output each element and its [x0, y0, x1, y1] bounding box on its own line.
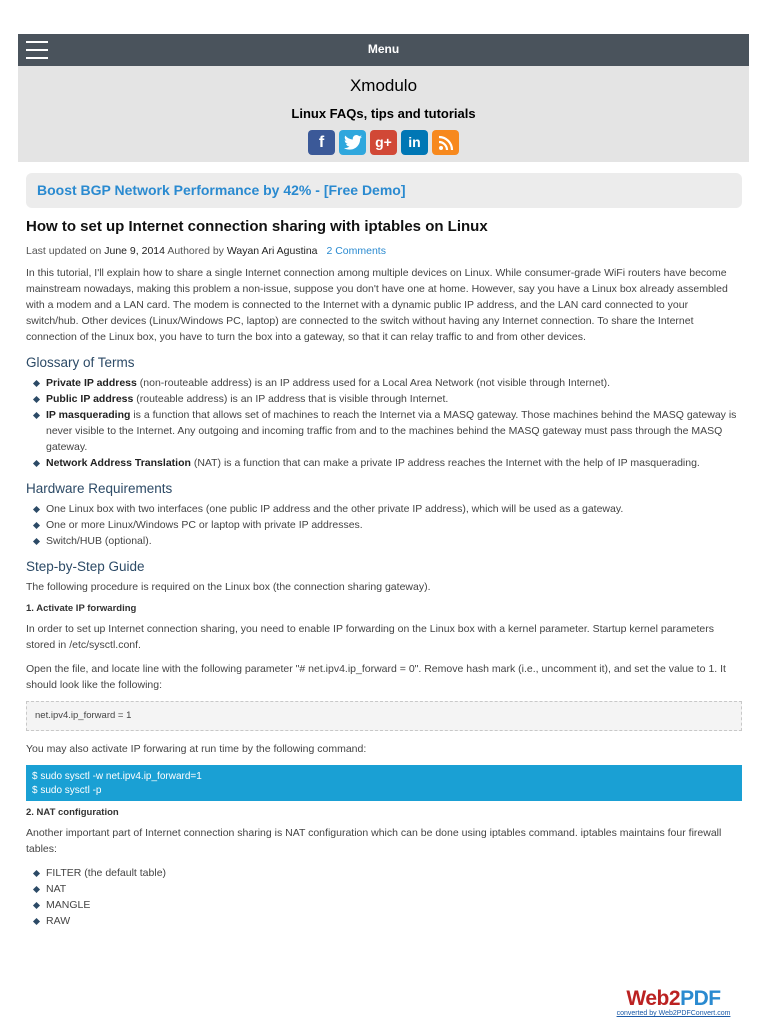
- linkedin-icon[interactable]: in: [401, 130, 428, 155]
- step1-paragraph: In order to set up Internet connection sharing, you need to enable IP forwarding on the Linux box with a kernel parameter. Startup kernel parameters stored in /etc/sysctl.conf.: [26, 623, 714, 651]
- step2-heading: 2. NAT configuration: [26, 807, 119, 818]
- web2pdf-link[interactable]: converted by Web2PDFConvert.com: [616, 1010, 731, 1017]
- meta-authored-by: Authored by: [167, 245, 224, 257]
- step2-paragraph: Another important part of Internet connection sharing is NAT configuration which can be done using iptables command. iptables maintains four firewall tables:: [26, 827, 722, 855]
- google-plus-icon[interactable]: g+: [370, 130, 397, 155]
- meta-date: June 9, 2014: [104, 245, 165, 257]
- guide-heading: Step-by-Step Guide: [26, 559, 145, 574]
- list-item: MANGLE: [46, 897, 742, 913]
- command-block: [26, 765, 742, 801]
- list-item: Network Address Translation (NAT) is a function that can make a private IP address reaches the Internet with the help of IP masquerading.: [46, 455, 742, 471]
- list-item: NAT: [46, 881, 742, 897]
- site-title[interactable]: Xmodulo: [349, 76, 418, 95]
- twitter-icon[interactable]: [339, 130, 366, 155]
- facebook-icon[interactable]: f: [308, 130, 335, 155]
- step1-heading: 1. Activate IP forwarding: [26, 603, 137, 614]
- menu-label[interactable]: Menu: [367, 42, 400, 56]
- web2pdf-badge[interactable]: [605, 988, 742, 1021]
- code-block: net.ipv4.ip_forward = 1: [26, 701, 742, 731]
- list-item: One Linux box with two interfaces (one public IP address and the other private IP address), which will be used as a gateway.: [46, 501, 742, 517]
- promo-banner-link[interactable]: Boost BGP Network Performance by 42% - [Free Demo]: [26, 173, 742, 208]
- list-item: FILTER (the default table): [46, 865, 742, 881]
- site-header: [18, 66, 749, 162]
- social-links: [18, 130, 749, 155]
- web2pdf-logo: Web2PDF: [626, 987, 721, 1010]
- meta-prefix: Last updated on: [26, 245, 102, 257]
- glossary-list: [26, 375, 742, 471]
- meta-author-link[interactable]: Wayan Ari Agustina: [226, 245, 318, 257]
- list-item: IP masquerading is a function that allows set of machines to reach the Internet via a MASQ gateway. Those machines behind the MASQ gateway is never visible to the Internet. Any outgoing and incoming traffic from and to the machines behind the MASQ gateway must pass through the MASQ gateway.: [46, 407, 742, 455]
- article-title: How to set up Internet connection sharing with iptables on Linux: [26, 218, 488, 235]
- glossary-heading: Glossary of Terms: [26, 355, 135, 370]
- list-item: One or more Linux/Windows PC or laptop with private IP addresses.: [46, 517, 742, 533]
- article-meta: [26, 245, 742, 257]
- rss-icon[interactable]: [432, 130, 459, 155]
- list-item: Public IP address (routeable address) is an IP address that is visible through Internet.: [46, 391, 742, 407]
- hardware-list: [26, 501, 742, 549]
- command-line: $ sudo sysctl -w net.ipv4.ip_forward=1: [32, 771, 202, 782]
- command-line: $ sudo sysctl -p: [32, 785, 102, 796]
- top-menu-bar[interactable]: [18, 34, 749, 66]
- hardware-heading: Hardware Requirements: [26, 481, 173, 496]
- guide-intro: The following procedure is required on the Linux box (the connection sharing gateway).: [26, 581, 431, 593]
- intro-paragraph: In this tutorial, I'll explain how to share a single Internet connection among multiple devices on Linux. While consumer-grade WiFi routers have become mainstream nowadays, making this problem a non-issue, suppose you don't have one at home. However, say you have a Linux box already assembled with a modem and a LAN card. The modem is connected to the Internet with a dynamic public IP address, and the LAN card connected to your switch/hub. Other devices (Linux/Windows PC, laptop) are connected to the switch without having any Internet connection. To share the Internet connection of the Linux box, you have to turn the box into a gateway, so that it can relay traffic to and from other devices.: [26, 267, 728, 343]
- tables-list: [26, 865, 742, 929]
- list-item: RAW: [46, 913, 742, 929]
- list-item: Private IP address (non-routeable address) is an IP address used for a Local Area Network (not visible through Internet).: [46, 375, 742, 391]
- step1-paragraph-2: Open the file, and locate line with the following parameter "# net.ipv4.ip_forward = 0". Remove hash mark (i.e., uncomment it), and set the value to 1. It should look like the following:: [26, 663, 726, 691]
- article: [26, 217, 742, 937]
- list-item: Switch/HUB (optional).: [46, 533, 742, 549]
- site-tagline: Linux FAQs, tips and tutorials: [291, 106, 476, 121]
- step1-paragraph-3: You may also activate IP forwaring at run time by the following command:: [26, 743, 367, 755]
- comments-link[interactable]: 2 Comments: [326, 245, 386, 257]
